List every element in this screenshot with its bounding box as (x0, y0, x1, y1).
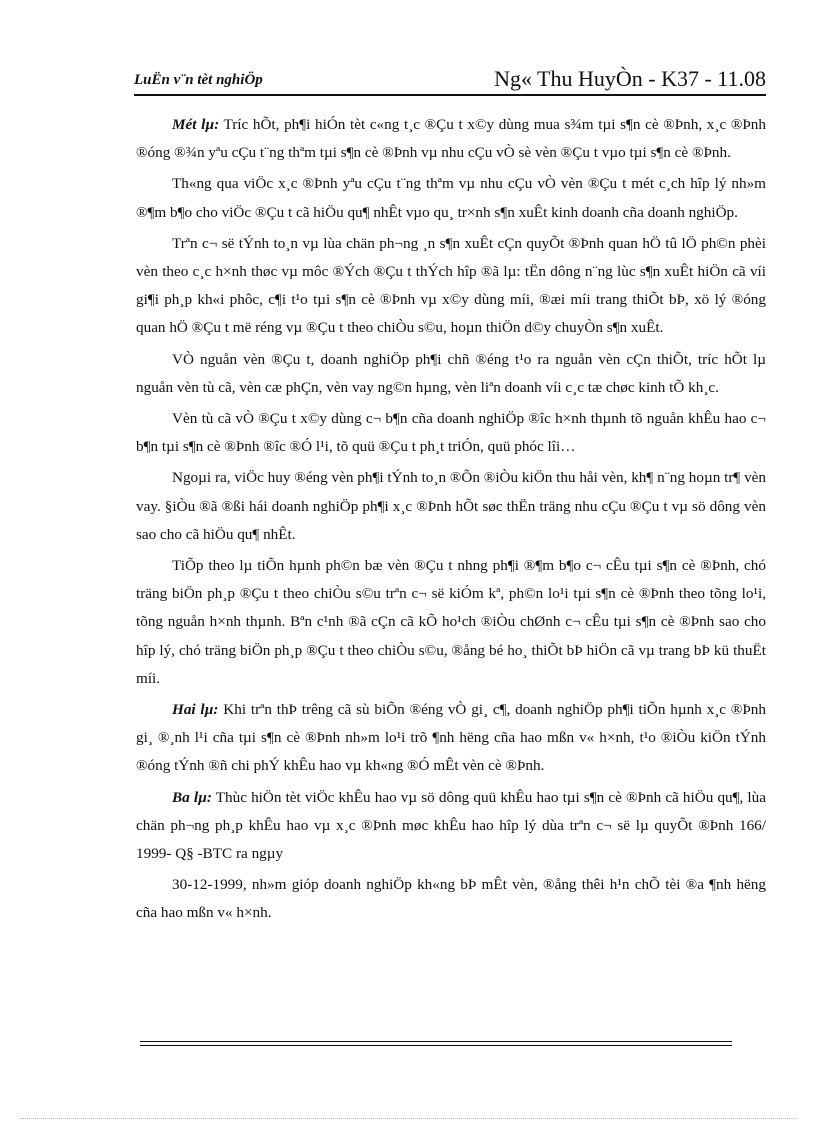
paragraph-text: Thùc hiÖn tèt viÖc khÊu hao vµ sö dông quü khÊu hao tµi s¶n cè ®Þnh cã hiÖu qu¶, lùa chän ph¬ng ph¸p khÊu hao vµ x¸c ®Þnh møc khÊu hao hîp lý dùa trªn c¬ së lµ quyÕt ®Þnh 166/ 1999- Q§ -BTC ra ngµy (136, 788, 766, 863)
paragraph-text: VÒ nguån vèn ®Çu t, doanh nghiÖp ph¶i chñ ®éng t¹o ra nguån vèn cÇn thiÕt, tríc hÕt lµ nguån vèn tù cã, vèn cæ phÇn, vèn vay ng©n hµng, vèn liªn doanh víi c¸c tæ chøc kinh tÕ kh¸c. (136, 350, 766, 396)
paragraph-text: Trªn c¬ së tÝnh to¸n vµ lùa chän ph¬ng ¸n s¶n xuÊt cÇn quyÕt ®Þnh quan hÖ tû lÖ ph©n phèi vèn theo c¸c h×nh thøc vµ môc ®Ých ®Çu t thÝch hîp ®ã lµ: tËn dông n¨ng lùc s¶n xuÊt hiÖn cã víi gi¶i ph¸p kh«i phôc, c¶i t¹o tµi s¶n cè ®Þnh vµ x©y dùng míi, ®æi míi trang thiÕt bÞ, xö lý ®óng quan hÖ ®Çu t më réng vµ ®Çu t theo chiÒu s©u, hoµn thiÖn d©y chuyÒn s¶n xuÊt. (136, 234, 766, 337)
page-header (134, 66, 766, 96)
paragraph (136, 346, 766, 402)
header-thesis-label: LuËn v¨n tèt nghiÖp (134, 72, 263, 88)
paragraph (136, 871, 766, 927)
paragraph-text: Th«ng qua viÖc x¸c ®Þnh yªu cÇu t¨ng thªm vµ nhu cÇu vÒ vèn ®Çu t mét c¸ch hîp lý nh»m ®¶m b¶o cho viÖc ®Çu t cã hiÖu qu¶ nhÊt vµo qu¸ tr×nh s¶n xuÊt kinh doanh cña doanh nghiÖp. (136, 175, 766, 221)
paragraph (136, 111, 766, 167)
paragraph-label: Ba lµ: (172, 788, 212, 806)
paragraph-label: Mét lµ: (172, 116, 220, 133)
paragraph (136, 552, 766, 693)
footer-double-rule (140, 1041, 732, 1046)
paragraph-text: Khi trªn thÞ trêng cã sù biÕn ®éng vÒ gi¸ c¶, doanh nghiÖp ph¶i tiÕn hµnh x¸c ®Þnh gi¸ ®¸nh l¹i cña tµi s¶n cè ®Þnh nh»m lo¹i trõ ¶nh hëng cña hao mßn v« h×nh, t¹o ®iÒu kiÖn tÝnh ®óng tÝnh ®ñ chi phÝ khÊu hao vµ kh«ng ®Ó mÊt vèn cè ®Þnh. (136, 701, 766, 775)
page-bottom-dotted-line (20, 1118, 796, 1119)
paragraph-text: Ngoµi ra, viÖc huy ®éng vèn ph¶i tÝnh to¸n ®Õn ®iÒu kiÖn thu håi vèn, kh¶ n¨ng hoµn tr¶ vèn vay. §iÒu ®ã ®ßi hái doanh nghiÖp ph¶i x¸c ®Þnh hÕt søc thËn träng nhu cÇu ®Çu t vµ sö dông vèn sao cho cã hiÖu qu¶ nhÊt. (136, 469, 766, 543)
paragraph (136, 696, 766, 781)
paragraph (136, 230, 766, 343)
header-author: Ng« Thu HuyÒn - K37 - 11.08 (494, 66, 766, 91)
paragraph-text: Tríc hÕt, ph¶i hiÓn tèt c«ng t¸c ®Çu t x©y dùng mua s¾m tµi s¶n cè ®Þnh, x¸c ®Þnh ®óng ®¾n yªu cÇu t¨ng thªm tµi s¶n cè ®Þnh vµ nhu cÇu vÒ sè vèn ®Çu t vµo tµi s¶n cè ®Þnh. (136, 116, 766, 162)
document-body (136, 111, 766, 931)
paragraph (136, 784, 766, 869)
paragraph-text: TiÕp theo lµ tiÕn hµnh ph©n bæ vèn ®Çu t nhng ph¶i ®¶m b¶o c¬ cÊu tµi s¶n cè ®Þnh, chó träng biÖn ph¸p ®Çu t theo chiÒu s©u trªn c¬ së kiÓm kª, ph©n lo¹i tµi s¶n cè ®Þnh theo tõng lo¹i, tõng nguån h×nh thµnh. Bªn c¹nh ®ã cÇn cã kÕ ho¹ch ®iÒu chØnh c¬ cÊu tµi s¶n cè ®Þnh sao cho hîp lý, chó träng biÖn ph¸p ®Çu t theo chiÒu s©u, ®ång bé ho¸ thiÕt bÞ hiÖn cã vµ trang bÞ kü thuËt míi. (136, 557, 766, 687)
paragraph (136, 170, 766, 226)
paragraph-text: Vèn tù cã vÒ ®Çu t x©y dùng c¬ b¶n cña doanh nghiÖp ®îc h×nh thµnh tõ nguån khÊu hao c¬ b¶n tµi s¶n cè ®Þnh ®îc ®Ó l¹i, tõ quü ®Çu t ph¸t triÓn, quü phóc lîi… (136, 410, 766, 456)
paragraph-text: 30-12-1999, nh»m gióp doanh nghiÖp kh«ng bÞ mÊt vèn, ®ång thêi h¹n chÕ tèi ®a ¶nh hëng cña hao mßn v« h×nh. (136, 876, 766, 922)
paragraph-label: Hai lµ: (172, 701, 219, 719)
paragraph (136, 464, 766, 549)
paragraph (136, 405, 766, 461)
